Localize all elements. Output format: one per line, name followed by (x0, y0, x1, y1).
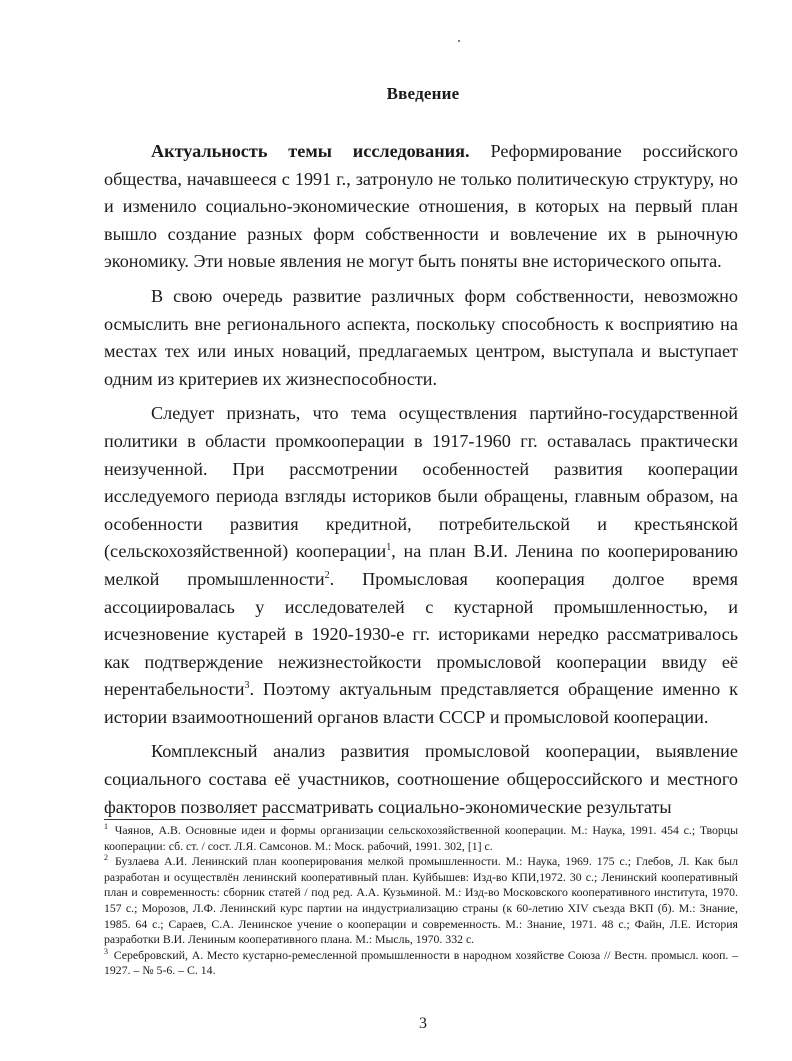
footnotes (104, 823, 738, 979)
page-title: Введение (386, 84, 460, 103)
scan-speck (458, 40, 460, 42)
paragraph-text: Реформирование российского общества, начавшееся с 1991 г., затронуло не только политическую структуру, но и изменило социально-экономические отношения, в которых на первый план вышло создание разных форм собственности и вовлечение их в рыночную экономику. Эти новые явления не могут быть поняты вне исторического опыта. (104, 141, 739, 272)
footnote-ref[interactable]: 2 (324, 569, 330, 581)
footnote-text: Бузлаева А.И. Ленинский план кооперирования мелкой промышленности. М.: Наука, 1969. 175 с.; Глебов, Л. Как был разработан и осуществлён ленинский кооперативный план. Куйбышев: Изд-во КПИ,1972. 30 с.; Ленинский кооперативный план и современность: сборник статей / под ред. А.А. Кузьминой. М.: Изд-во Московского кооперативного института, 1970. 157 с.; Морозов, Л.Ф. Ленинский курс партии на индустриализацию страны (к 60-летию XIV съезда ВКП (б). М.: Знание, 1985. 64 с.; Сараев, С.А. Ленинское учение о кооперации и современность. М.: Знание, 1971. 48 с.; Файн, Л.Е. История разработки В.И. Лениным кооперативного плана. М.: Мысль, 1970. 332 с. (104, 854, 738, 947)
paragraph-text: , на план В.И. Ленина по кооперированию мелкой промышленности (104, 541, 738, 589)
footnote-ref[interactable]: 3 (244, 680, 250, 692)
main-text (104, 138, 738, 821)
paragraph-text: Следует признать, что тема осуществления партийно-государственной политики в области промкооперации в 1917-1960 гг. оставалась практически неизученной. При рассмотрении особенностей развития кооперации исследуемого периода взгляды историков были обращены, главным образом, на особенности развития кредитной, потребительской и крестьянской (сельскохозяйственной) кооперации (104, 403, 738, 562)
paragraph-text: . Промысловая кооперация долгое время ассоциировалась у исследователей с кустарной промышленностью, и исчезновение кустарей в 1920-1930-е гг. историками нередко рассматривалось как подтверждение нежизнестойкости промысловой кооперации ввиду её нерентабельности (104, 568, 739, 700)
footnote-number: 2 (104, 853, 108, 863)
relevance-lead: Актуальность темы исследования. (151, 141, 470, 161)
footnote-number: 1 (104, 822, 108, 831)
paragraph-regional: В свою очередь развитие различных форм собственности, невозможно осмыслить вне регионального аспекта, поскольку способность к восприятию на местах тех или иных новаций, предлагаемых центром, выступала и выступает одним из критериев их жизнеспособности. (104, 285, 738, 389)
footnote-divider (104, 819, 294, 820)
footnote-3 (104, 948, 738, 979)
footnote-2 (104, 854, 738, 948)
footnote-text: Серебровский, А. Место кустарно-ремесленной промышленности в народном хозяйстве Союза // Вестн. промысл. кооп. – 1927. – № 5-6. – С. 14. (104, 947, 738, 978)
paragraph-relevance (104, 138, 738, 276)
footnote-number: 3 (104, 946, 108, 956)
paragraph-analysis: Комплексный анализ развития промысловой кооперации, выявление социального состава её участников, соотношение общероссийского и местного факторов позволяет рассматривать социально-экономические результаты (104, 741, 738, 817)
paragraph-text: . Поэтому актуальным представляется обращение именно к истории взаимоотношений органов власти СССР и промысловой кооперации. (104, 679, 738, 727)
footnote-text: Чаянов, А.В. Основные идеи и формы организации сельскохозяйственной кооперации. М.: Наука, 1991. 454 с.; Творцы кооперации: сб. ст. / сост. Л.Я. Самсонов. М.: Моск. рабочий, 1991. 302, [1] с. (104, 823, 738, 853)
page-number: 3 (419, 1015, 427, 1032)
paragraph-historiography (104, 400, 738, 731)
footnote-ref[interactable]: 1 (386, 542, 392, 554)
footnote-1 (104, 823, 738, 854)
